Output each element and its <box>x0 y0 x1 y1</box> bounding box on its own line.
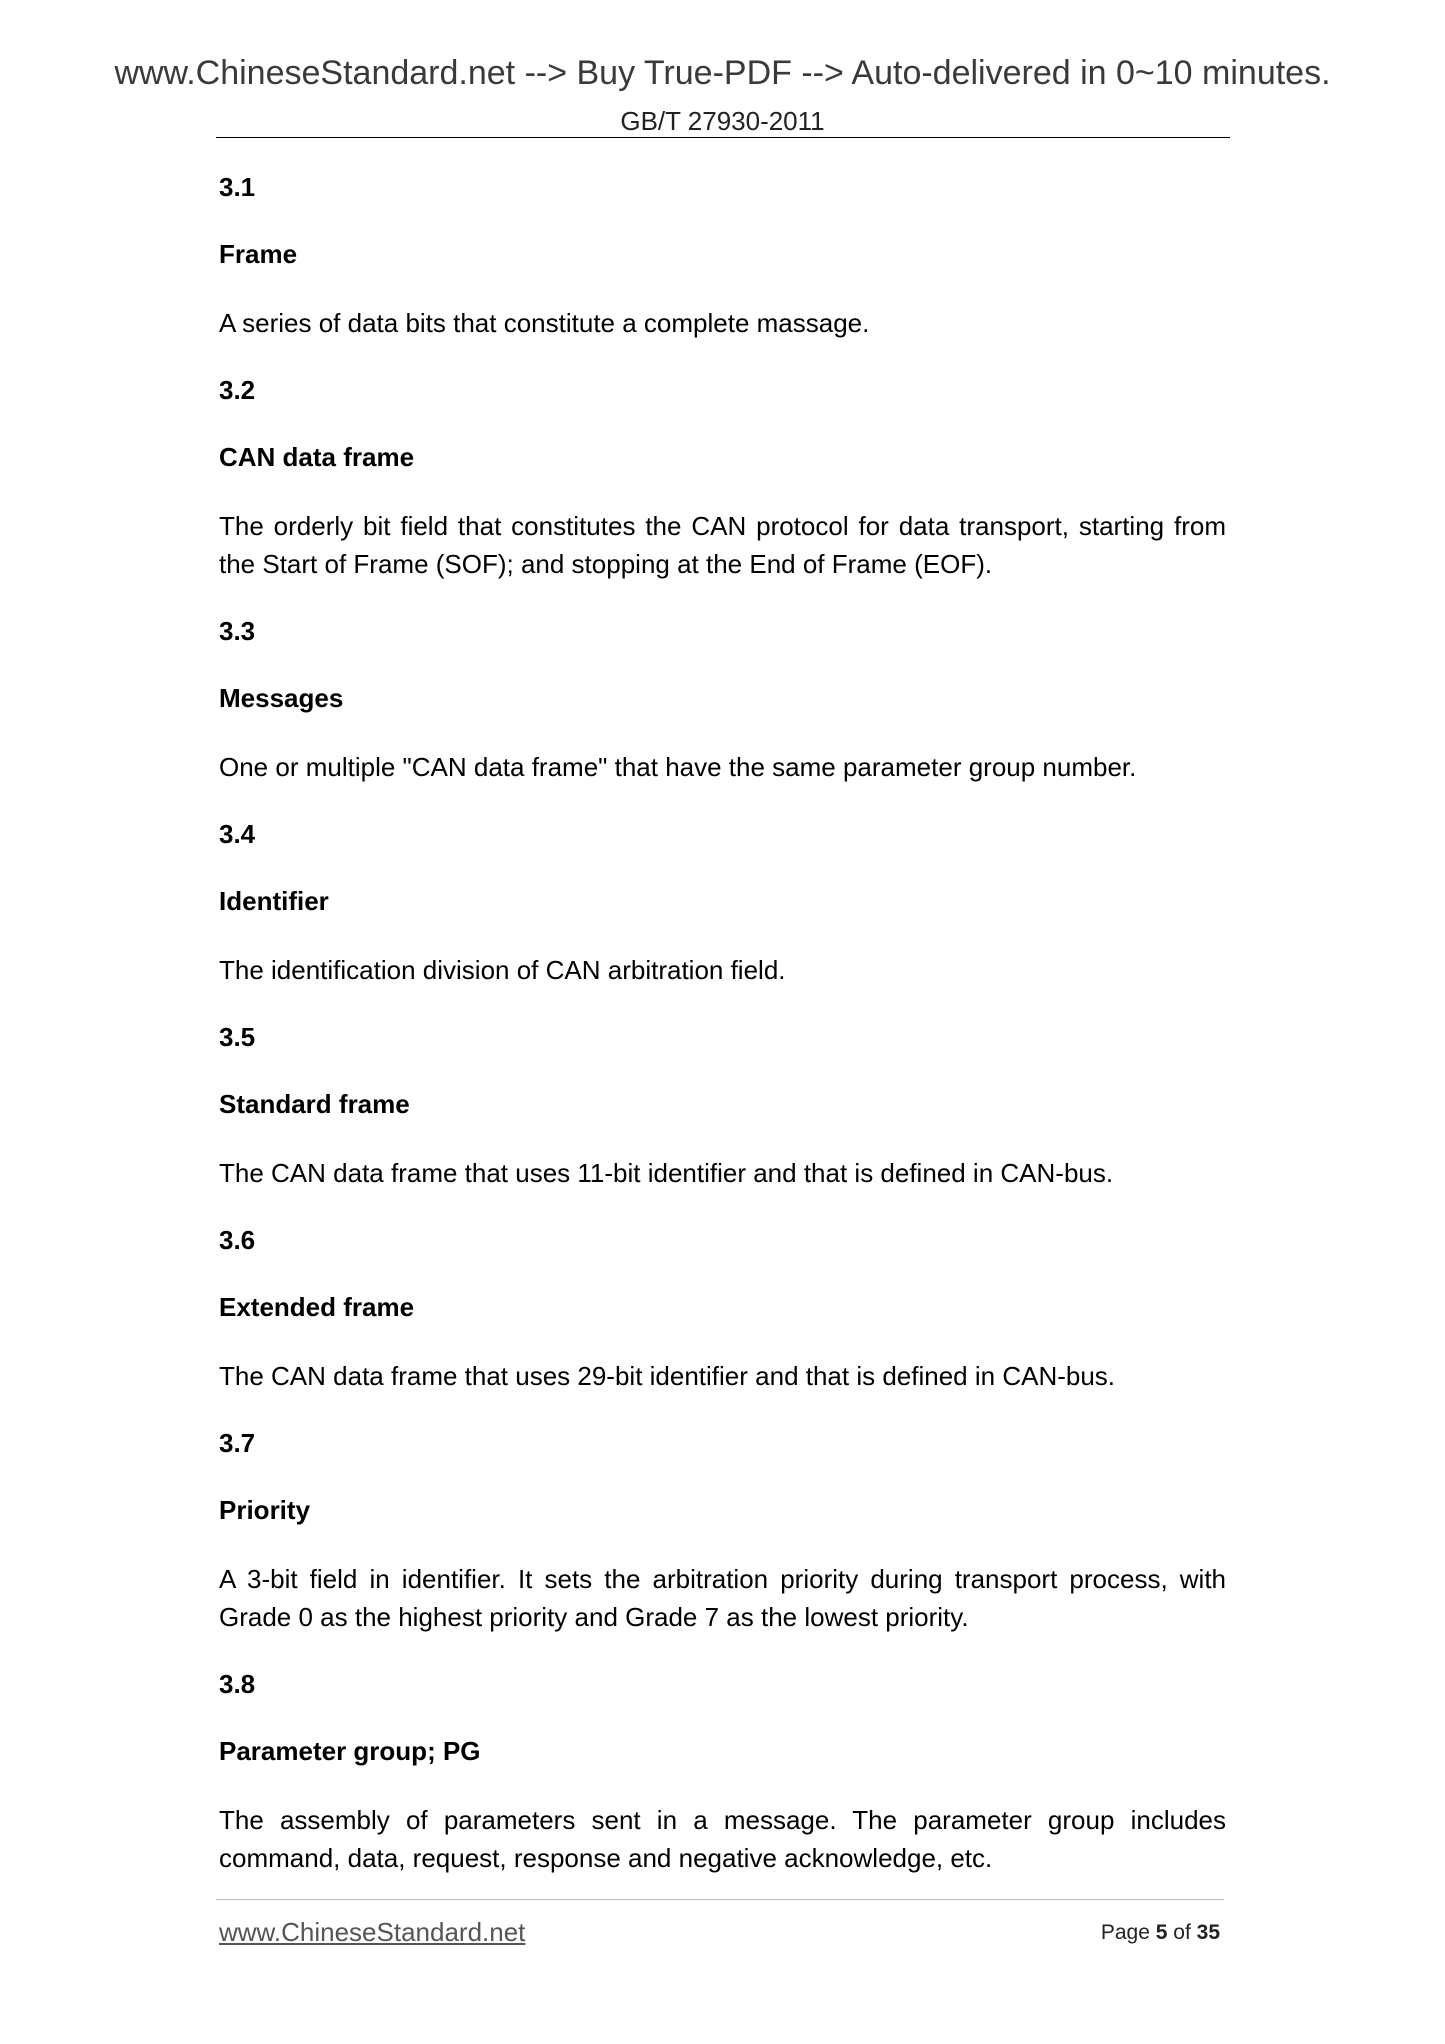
term-title: Frame <box>219 239 298 269</box>
term-definition: The CAN data frame that uses 29-bit identifier and that is defined in CAN-bus. <box>219 1361 1116 1391</box>
definitions-list <box>219 170 1226 1908</box>
term-definition: The assembly of parameters sent in a message. The parameter group includes command, data, request, response and negative acknowledge, etc. <box>219 1805 1226 1873</box>
clause-number: 3.4 <box>219 819 256 849</box>
clause-number: 3.3 <box>219 616 256 646</box>
clause-number: 3.7 <box>219 1428 256 1458</box>
footer-divider <box>216 1899 1224 1900</box>
page-of-word: of <box>1173 1921 1191 1944</box>
footer-site-link[interactable]: www.ChineseStandard.net <box>219 1917 526 1947</box>
definition-entry-3-3 <box>219 614 1226 786</box>
page-word: Page <box>1100 1921 1150 1944</box>
clause-number: 3.2 <box>219 375 256 405</box>
clause-number: 3.5 <box>219 1022 256 1052</box>
term-definition: A 3-bit field in identifier. It sets the arbitration priority during transport process, with Grade 0 as the highest priority and Grade 7 as the lowest priority. <box>219 1564 1226 1632</box>
term-definition: The orderly bit field that constitutes the CAN protocol for data transport, starting from the Start of Frame (SOF); and stopping at the End of Frame (EOF). <box>219 511 1226 579</box>
term-title: Messages <box>219 683 344 713</box>
definition-entry-3-5 <box>219 1020 1226 1192</box>
definition-entry-3-6 <box>219 1223 1226 1395</box>
term-definition: The identification division of CAN arbitration field. <box>219 955 786 985</box>
term-title: CAN data frame <box>219 442 415 472</box>
term-title: Parameter group; PG <box>219 1736 481 1766</box>
clause-number: 3.8 <box>219 1669 256 1699</box>
page-indicator <box>1101 1921 1220 1945</box>
current-page-number: 5 <box>1155 1921 1168 1944</box>
term-definition: One or multiple "CAN data frame" that have the same parameter group number. <box>219 752 1137 782</box>
definition-entry-3-7 <box>219 1426 1226 1636</box>
total-page-count: 35 <box>1196 1921 1220 1944</box>
term-definition: The CAN data frame that uses 11-bit identifier and that is defined in CAN-bus. <box>219 1158 1114 1188</box>
clause-number: 3.6 <box>219 1225 256 1255</box>
term-title: Extended frame <box>219 1292 415 1322</box>
term-title: Identifier <box>219 886 329 916</box>
term-definition: A series of data bits that constitute a complete massage. <box>219 308 870 338</box>
definition-entry-3-8 <box>219 1667 1226 1877</box>
definition-entry-3-2 <box>219 373 1226 583</box>
header-divider <box>216 137 1230 138</box>
definition-entry-3-4 <box>219 817 1226 989</box>
site-banner: www.ChineseStandard.net --> Buy True-PDF --> Auto-delivered in 0~10 minutes. <box>114 54 1331 92</box>
term-title: Priority <box>219 1495 311 1525</box>
clause-number: 3.1 <box>219 172 256 202</box>
definition-entry-3-1 <box>219 170 1226 342</box>
document-number: GB/T 27930-2011 <box>620 106 825 136</box>
term-title: Standard frame <box>219 1089 410 1119</box>
